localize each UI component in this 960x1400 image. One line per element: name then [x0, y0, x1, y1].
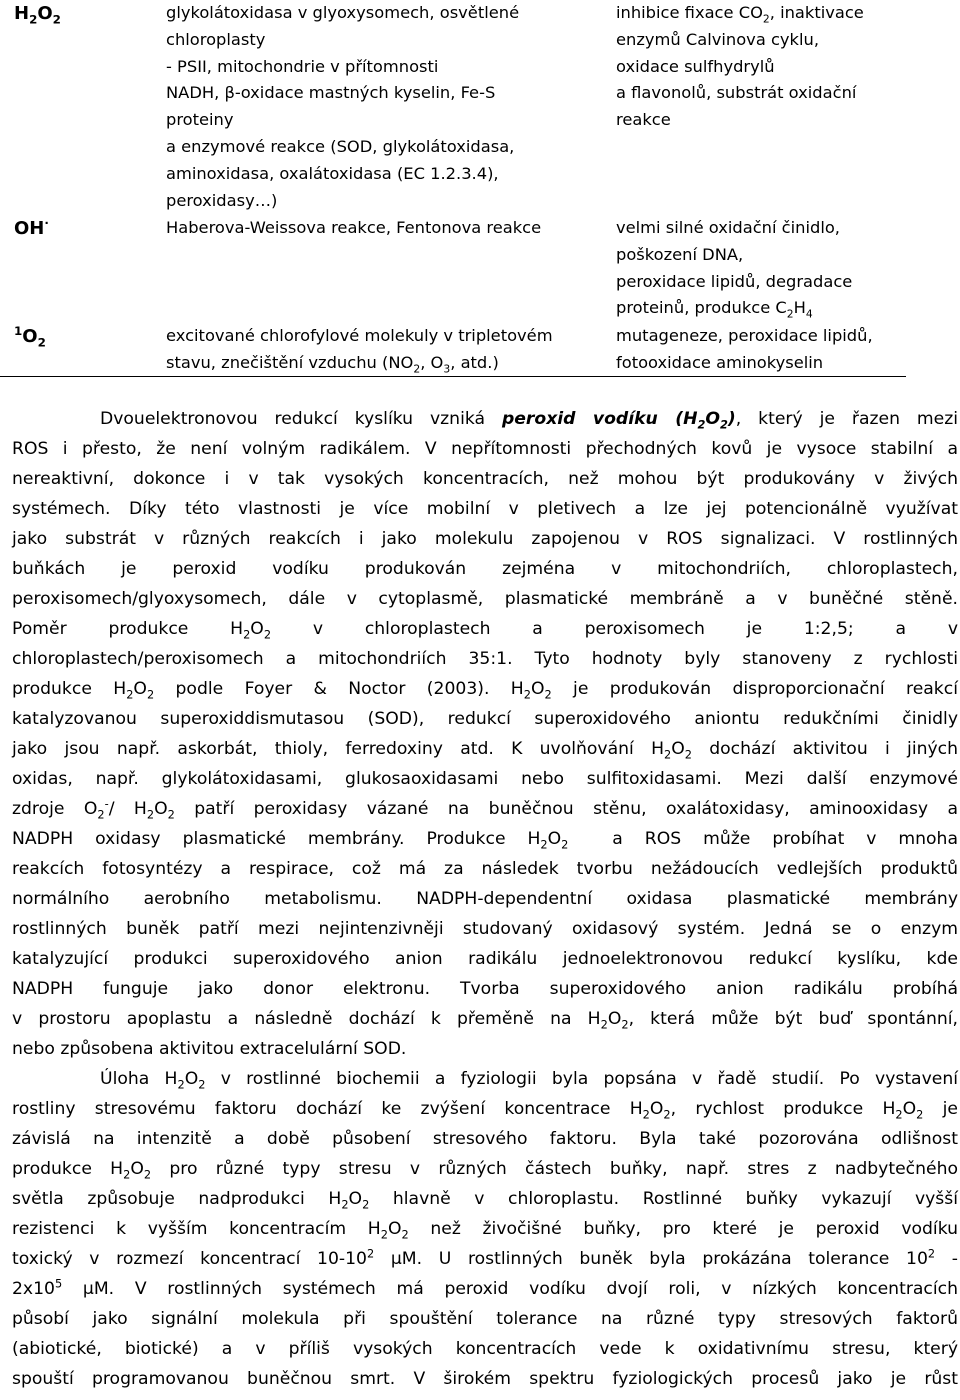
- text-line: peroxisomech/glyoxysomech, dále v cytoplasmě, plasmatické membráně a v buněčné stěně.: [12, 589, 958, 609]
- text-line: poškození DNA,: [616, 244, 744, 264]
- text-line: stavu, znečištění vzduchu ($NO_2$, $O_3$, atd.): [166, 352, 499, 376]
- text-line: závislá na intenzitě a době působení stresového faktoru. Byla také pozorována odlišnost: [12, 1129, 958, 1149]
- text-line: katalyzovanou superoxiddismutasou (SOD), redukcí superoxidového aniontu redukčními činidly: [12, 709, 958, 729]
- text-line: reakce: [616, 110, 671, 130]
- text-line: působí jako signální molekula při spouštění tolerance na různé typy stresových faktorů: [12, 1309, 958, 1329]
- text-line: zdroje $O_2^-/$ $H_2O_2$ patří peroxidasy vázané na buněčnou stěnu, oxalátoxidasy, aminooxidasy a: [12, 796, 958, 822]
- text-line: jako substrát v různých reakcích i jako molekulu zapojenou v ROS signalizaci. V rostlinných: [12, 529, 958, 549]
- text-line: peroxidasy…): [166, 190, 278, 210]
- text-line: rostlinných buněk patří mezi nejintenzivněji studovaný oxidasový systém. Jedná se o enzym: [12, 919, 958, 939]
- text-line: chloroplasty: [166, 29, 266, 49]
- text-line: fotooxidace aminokyselin: [616, 352, 824, 372]
- text-line: a enzymové reakce (SOD, glykolátoxidasa,: [166, 136, 515, 156]
- text-line: NADPH oxidasy plasmatické membrány. Produkce $H_2O_2$ a ROS může probíhat v mnoha: [12, 829, 958, 852]
- text-line: proteinů, produkce $C_2H_4$: [616, 298, 813, 321]
- text-line: normálního aerobního metabolismu. NADPH-dependentní oxidasa plasmatické membrány: [12, 889, 958, 909]
- text-line: reakcích fotosyntézy a respirace, což má za následek tvorbu nežádoucích vedlejších produktů: [12, 859, 958, 879]
- text-line: NADPH funguje jako donor elektronu. Tvorba superoxidového anion radikálu probíhá: [12, 979, 958, 999]
- text-line: produkce $H_2O_2$ podle Foyer & Noctor (2003). $H_2O_2$ je produkován disproporcionační reakcí: [12, 679, 958, 702]
- text-line: mutageneze, peroxidace lipidů,: [616, 326, 873, 345]
- text-line: toxický v rozmezí koncentrací $10-10^2$ µM. U rostlinných buněk byla prokázána tolerance $10^2$ -: [12, 1246, 959, 1269]
- sources-singlet-oxygen: [166, 323, 596, 377]
- text-line: světla způsobuje nadprodukci $H_2O_2$ hlavně v chloroplastu. Rostlinné buňky vykazují vyšší: [12, 1189, 958, 1212]
- text-line: rostliny stresovému faktoru dochází ke zvýšení koncentrace $H_2O_2$, rychlost produkce $H_2O_2$ je: [12, 1099, 958, 1122]
- text-line: v prostoru apoplastu a následně dochází k přeměně na $H_2O_2$, která může být buď spontánní,: [12, 1009, 958, 1032]
- text-line: rezistenci k vyšším koncentracím $H_2O_2$ než živočišné buňky, pro které je peroxid vodíku: [12, 1219, 959, 1242]
- effects-singlet-oxygen: [616, 323, 916, 377]
- text-line: enzymů Calvinova cyklu,: [616, 29, 819, 49]
- text-line: a flavonolů, substrát oxidační: [616, 83, 857, 103]
- text-line: glykolátoxidasa v glyoxysomech, osvětlené: [166, 3, 520, 22]
- text-line: katalyzující produkci superoxidového anion radikálu jednoelektronovou redukcí kyslíku, kde: [12, 949, 958, 969]
- text-line: produkce $H_2O_2$ pro různé typy stresu v různých částech buňky, např. stres z nadbytečného: [12, 1159, 958, 1182]
- text-line: velmi silné oxidační činidlo,: [616, 218, 840, 237]
- text-line: buňkách je peroxid vodíku produkován zejména v mitochondriích, chloroplastech,: [12, 559, 958, 579]
- text-line: jako jsou např. askorbát, thioly, ferredoxiny atd. K uvolňování $H_2O_2$ dochází aktivitou i jiných: [12, 739, 958, 762]
- sources-h2o2: [166, 0, 596, 214]
- text-line: - PSII, mitochondrie v přítomnosti: [166, 56, 439, 76]
- effects-oh: [616, 215, 916, 322]
- text-line: oxidas, např. glykolátoxidasami, glukosaoxidasami nebo sulfitoxidasami. Mezi další enzymové: [12, 769, 958, 789]
- text-line: (abiotické, biotické) a v příliš vysokých koncentracích vede k oxidativnímu stresu, který: [12, 1339, 958, 1359]
- text-line: excitované chlorofylové molekuly v tripletovém: [166, 326, 553, 345]
- text-line: chloroplastech/peroxisomech a mitochondriích 35:1. Tyto hodnoty byly stanoveny z rychlosti: [12, 649, 958, 669]
- text-line: aminoxidasa, oxalátoxidasa (EC 1.2.3.4),: [166, 163, 499, 183]
- text-line: Poměr produkce $H_2O_2$ v chloroplastech a peroxisomech je 1:2,5; a v: [12, 619, 958, 642]
- table-bottom-rule: [0, 376, 906, 377]
- species-oh: OH·: [14, 216, 49, 239]
- text-line: oxidace sulfhydrylů: [616, 56, 775, 76]
- text-line: spouští programovanou buněčnou smrt. V širokém spektru fyziologických procesů jako je růst: [12, 1369, 958, 1389]
- text-line: Úloha $H_2O_2$ v rostlinné biochemii a fyziologii byla popsána v řadě studií. Po vystavení: [100, 1069, 959, 1092]
- text-line: peroxidace lipidů, degradace: [616, 271, 853, 291]
- text-line: proteiny: [166, 110, 234, 130]
- document-body: [12, 404, 958, 1394]
- text-line: systémech. Díky této vlastnosti je více mobilní v pletivech a lze jej potencionálně využívat: [12, 499, 958, 519]
- text-line: NADH, β-oxidace mastných kyselin, Fe-S: [166, 83, 496, 103]
- text-line: inhibice fixace $CO_2$, inaktivace: [616, 3, 864, 26]
- effects-h2o2: [616, 0, 916, 134]
- species-h2o2: $H_2O_2$: [14, 3, 61, 27]
- text-line: $2x10^5$ µM. V rostlinných systémech má peroxid vodíku dvojí roli, v nízkých koncentracích: [12, 1276, 958, 1299]
- text-line: ROS i přesto, že není volným radikálem. V nepřítomnosti přechodných kovů je vysoce stabilní a: [12, 439, 958, 459]
- sources-oh: [166, 215, 596, 242]
- text-line: nereaktivní, dokonce i v tak vysokých koncentracích, než mohou být produkovány v živých: [12, 469, 958, 489]
- text-line: Dvouelektronovou redukcí kyslíku vzniká peroxid vodíku $(H_2O_2)$, který je řazen mezi: [100, 409, 958, 432]
- text-line: nebo způsobena aktivitou extracelulární SOD.: [12, 1039, 407, 1059]
- species-singlet-oxygen: $^1O_2$: [14, 324, 46, 350]
- text-line: Haberova-Weissova reakce, Fentonova reakce: [166, 218, 542, 237]
